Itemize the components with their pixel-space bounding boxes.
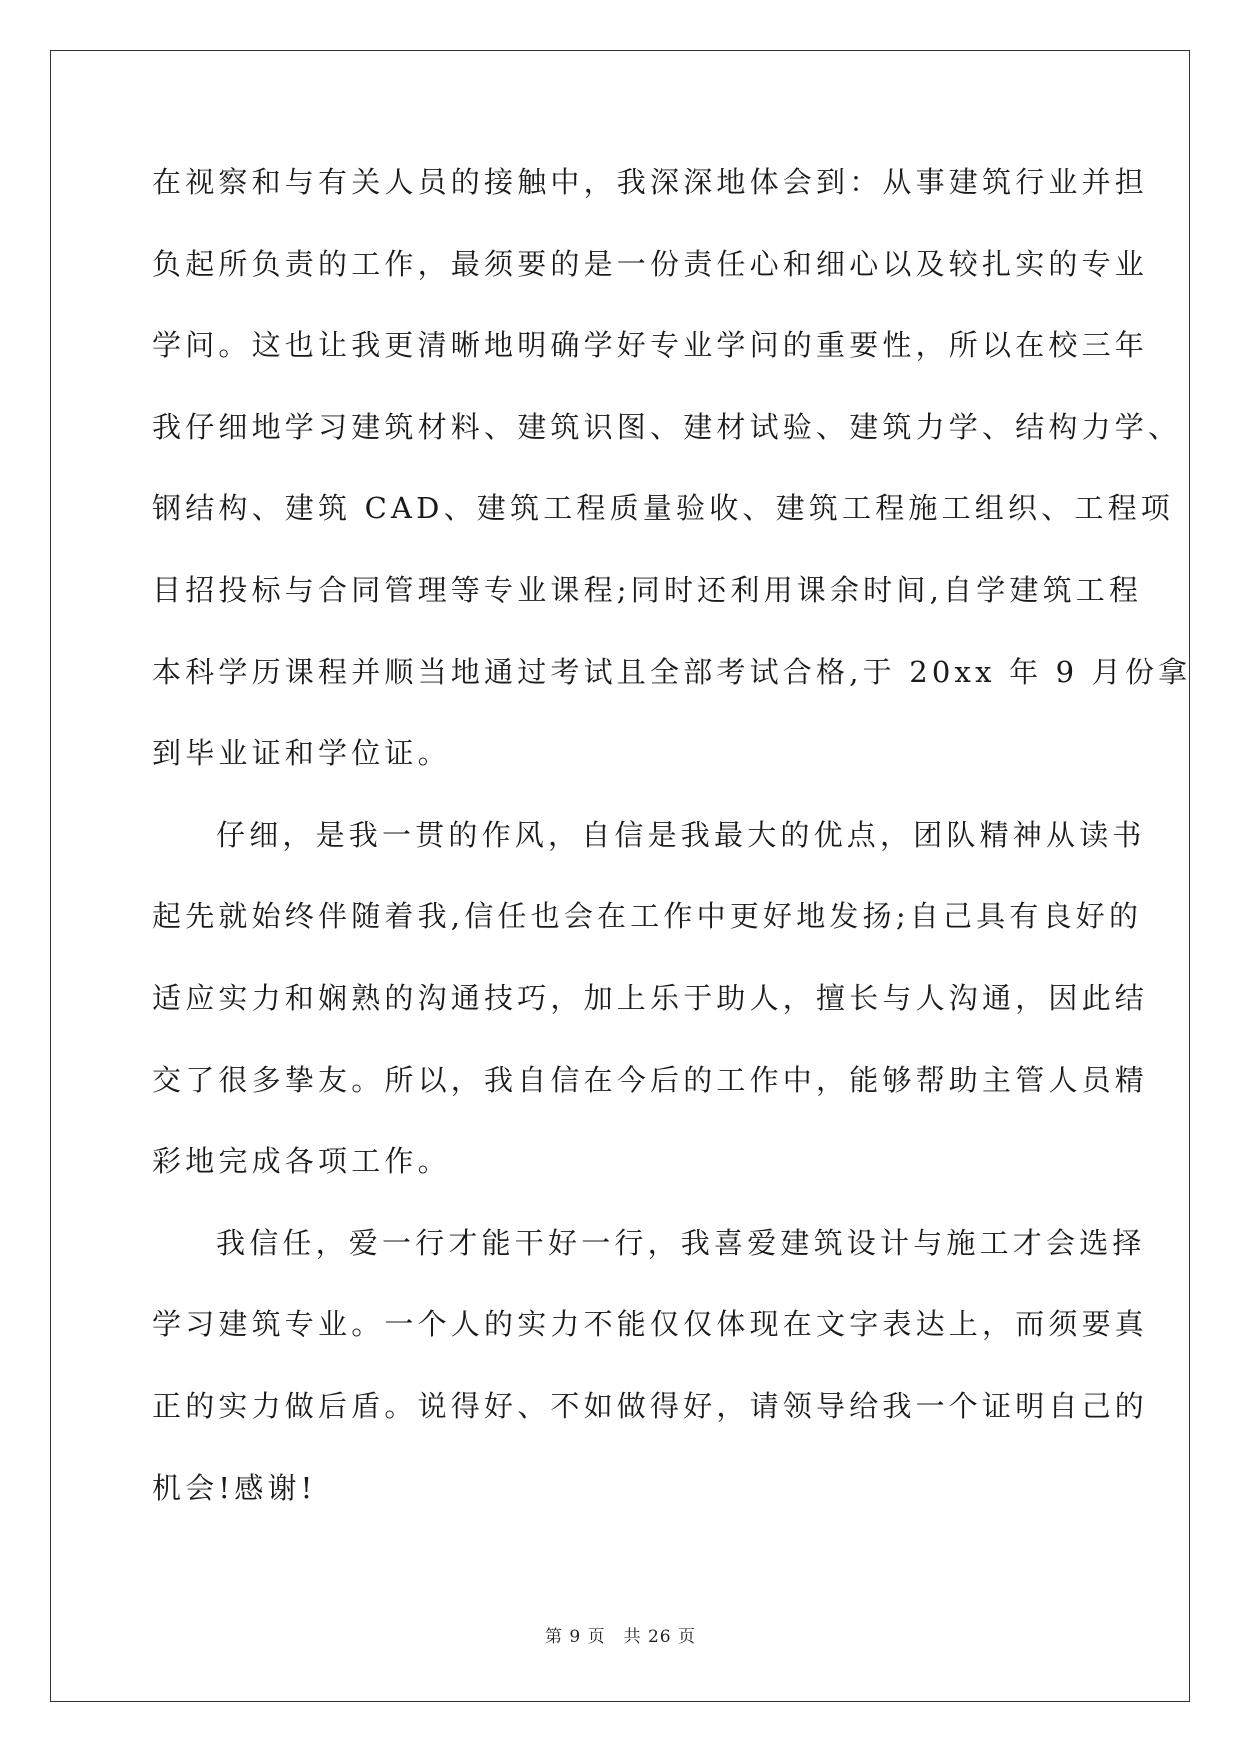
text-line: 学问。这也让我更清晰地明确学好专业学问的重要性，所以在校三年 [152, 328, 1149, 363]
text-line: 起先就始终伴随着我,信任也会在工作中更好地发扬;自己具有良好的 [152, 899, 1143, 934]
text-line: 彩地完成各项工作。 [152, 1144, 451, 1179]
text-line: 适应实力和娴熟的沟通技巧，加上乐于助人，擅长与人沟通，因此结 [152, 980, 1149, 1015]
text-line: 我仔细地学习建筑材料、建筑识图、建材试验、建筑力学、结构力学、 [152, 409, 1182, 444]
text-line: 目招投标与合同管理等专业课程;同时还利用课余时间,自学建筑工程 [152, 572, 1143, 607]
text-line: 交了很多挚友。所以，我自信在今后的工作中，能够帮助主管人员精 [152, 1062, 1149, 1097]
text-line: 我信任，爱一行才能干好一行，我喜爱建筑设计与施工才会选择 [216, 1225, 1146, 1260]
text-line: 本科学历课程并顺当地通过考试且全部考试合格,于 20xx 年 9 月份拿 [152, 654, 1192, 689]
text-line: 钢结构、建筑 CAD、建筑工程质量验收、建筑工程施工组织、工程项 [152, 491, 1175, 526]
document-body [152, 162, 1192, 1549]
text-line: 正的实力做后盾。说得好、不如做得好，请领导给我一个证明自己的 [152, 1388, 1149, 1423]
text-line: 负起所负责的工作，最须要的是一份责任心和细心以及较扎实的专业 [152, 246, 1149, 281]
text-line: 到毕业证和学位证。 [152, 736, 451, 771]
page-number-footer: 第 9 页 共 26 页 [544, 1627, 697, 1647]
text-line: 机会!感谢! [152, 1470, 317, 1505]
text-line: 在视察和与有关人员的接触中，我深深地体会到：从事建筑行业并担 [152, 165, 1149, 199]
text-line: 仔细，是我一贯的作风，自信是我最大的优点，团队精神从读书 [216, 817, 1146, 852]
text-line: 学习建筑专业。一个人的实力不能仅仅体现在文字表达上，而须要真 [152, 1307, 1149, 1342]
